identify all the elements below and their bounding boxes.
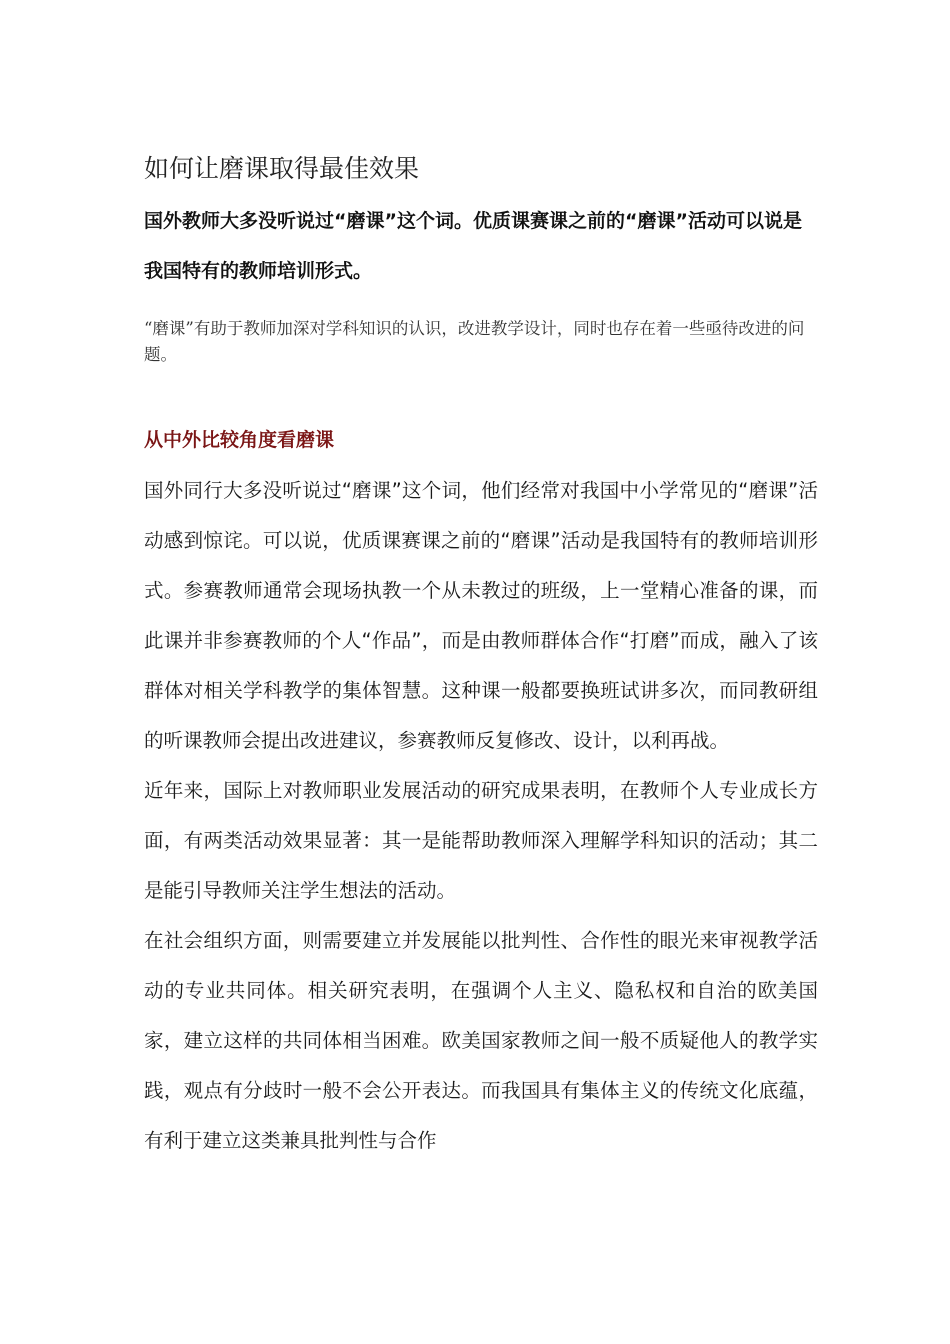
body-paragraph-2: 近年来，国际上对教师职业发展活动的研究成果表明，在教师个人专业成长方面，有两类活动效果显著：其一是能帮助教师深入理解学科知识的活动；其二是能引导教师关注学生想法的活动。: [144, 779, 818, 902]
abstract-paragraph: “磨课”有助于教师加深对学科知识的认识，改进教学设计，同时也存在着一些亟待改进的问题。: [144, 319, 805, 364]
body-text: [144, 466, 818, 1166]
lead-paragraph: 国外教师大多没听说过“磨课”这个词。优质课赛课之前的“磨课”活动可以说是我国特有的教师培训形式。: [144, 210, 802, 282]
body-paragraph-1: 国外同行大多没听说过“磨课”这个词，他们经常对我国中小学常见的“磨课”活动感到惊诧。可以说，优质课赛课之前的“磨课”活动是我国特有的教师培训形式。参赛教师通常会现场执教一个从未教过的班级，上一堂精心准备的课，而此课并非参赛教师的个人“作品”，而是由教师群体合作“打磨”而成，融入了该群体对相关学科教学的集体智慧。这种课一般都要换班试讲多次，而同教研组的听课教师会提出改进建议，参赛教师反复修改、设计，以利再战。: [144, 479, 818, 752]
section-heading: 从中外比较角度看磨课: [144, 429, 335, 451]
document-title: 如何让磨课取得最佳效果: [144, 153, 420, 183]
body-paragraph-3: 在社会组织方面，则需要建立并发展能以批判性、合作性的眼光来审视教学活动的专业共同体。相关研究表明，在强调个人主义、隐私权和自治的欧美国家，建立这样的共同体相当困难。欧美国家教师之间一般不质疑他人的教学实践，观点有分歧时一般不会公开表达。而我国具有集体主义的传统文化底蕴，有利于建立这类兼具批判性与合作: [144, 929, 818, 1152]
